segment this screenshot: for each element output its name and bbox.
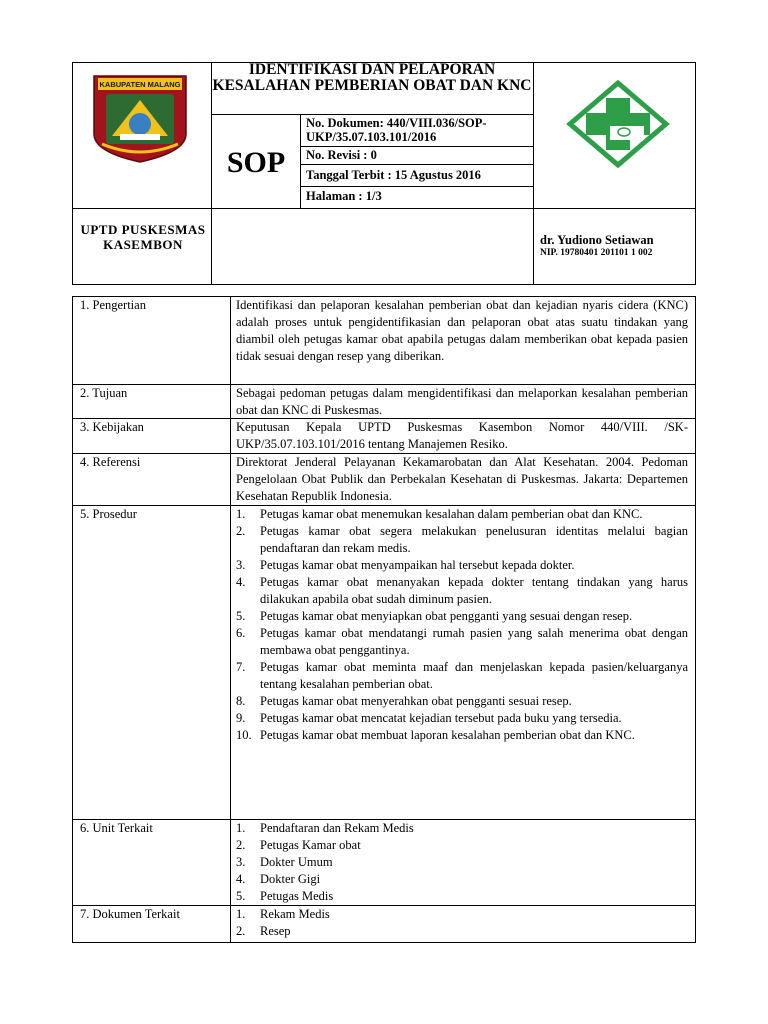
sop-label: SOP	[226, 146, 286, 179]
section-label-tujuan: 2. Tujuan	[80, 386, 128, 400]
kabupaten-malang-logo	[92, 74, 188, 164]
section-text-referensi: Direktorat Jenderal Pelayanan Kekamarobatan dan Alat Kesehatan. 2004. Pedoman Pengelolaan Obat Publik dan Perbekalan Kesehatan di Puskesmas. Jakarta: Departemen Kesehatan Republik Indonesia.	[236, 455, 688, 503]
list-item: 1. Pendaftaran dan Rekam Medis	[236, 821, 414, 835]
doc-number: No. Dokumen: 440/VIII.036/SOP-UKP/35.07.103.101/2016	[306, 116, 487, 144]
list-item: 1. Rekam Medis	[236, 907, 330, 921]
unit-name: UPTD PUSKESMAS KASEMBON	[80, 222, 206, 252]
list-item: 2. Petugas Kamar obat	[236, 838, 361, 852]
section-label-kebijakan: 3. Kebijakan	[80, 420, 144, 434]
list-item: 3. Dokter Umum	[236, 855, 333, 869]
section-label-referensi: 4. Referensi	[80, 455, 141, 469]
list-item: 1. Petugas kamar obat menemukan kesalahan dalam pemberian obat dan KNC.	[236, 507, 643, 521]
list-item: 7. Petugas kamar obat meminta maaf dan menjelaskan kepada pasien/keluarganya tentang kesalahan pemberian obat.	[236, 660, 688, 691]
section-label-unit-terkait: 6. Unit Terkait	[80, 821, 153, 835]
list-item: 5. Petugas kamar obat menyiapkan obat pengganti yang sesuai dengan resep.	[236, 609, 633, 623]
list-item: 4. Petugas kamar obat menanyakan kepada dokter tentang tindakan yang harus dilakukan apabila obat sudah diminum pasien.	[236, 575, 688, 606]
page-number: Halaman : 1/3	[306, 189, 382, 203]
signer-name: dr. Yudiono Setiawan	[540, 233, 654, 247]
section-label-pengertian: 1. Pengertian	[80, 298, 146, 312]
section-text-tujuan: Sebagai pedoman petugas dalam mengidentifikasi dan melaporkan kesalahan pemberian obat dan KNC di Puskesmas.	[236, 386, 688, 417]
logo-text: KABUPATEN MALANG	[99, 80, 181, 89]
list-item: 5. Petugas Medis	[236, 889, 334, 903]
section-label-prosedur: 5. Prosedur	[80, 507, 137, 521]
signer-nip: NIP. 19780401 201101 1 002	[540, 248, 653, 258]
list-item: 4. Dokter Gigi	[236, 872, 321, 886]
revision: No. Revisi : 0	[306, 148, 377, 162]
section-text-kebijakan: Keputusan Kepala UPTD Puskesmas Kasembon Nomor 440/VIII. /SK-UKP/35.07.103.101/2016 tentang Manajemen Resiko.	[236, 420, 688, 451]
dokumen-terkait-list	[236, 906, 688, 940]
list-item: 3. Petugas kamar obat menyampaikan hal tersebut kepada dokter.	[236, 558, 575, 572]
document-title: IDENTIFIKASI DAN PELAPORAN KESALAHAN PEMBERIAN OBAT DAN KNC	[212, 61, 532, 94]
unit-terkait-list	[236, 820, 688, 905]
puskesmas-logo	[566, 80, 670, 168]
list-item: 6. Petugas kamar obat mendatangi rumah pasien yang salah menerima obat dengan membawa obat penggantinya.	[236, 626, 688, 657]
section-text-pengertian: Identifikasi dan pelaporan kesalahan pemberian obat dan kejadian nyaris cidera (KNC) adalah proses untuk pengidentifikasian dan pelaporan obat atas suatu tindakan yang diambil oleh petugas kamar obat apabila petugas dalam memberikan obat kepada pasien tidak sesuai dengan resep yang diberikan.	[236, 298, 688, 363]
list-item: 10. Petugas kamar obat membuat laporan kesalahan pemberian obat dan KNC.	[236, 728, 635, 742]
section-label-dokumen-terkait: 7. Dokumen Terkait	[80, 907, 180, 921]
list-item: 2. Resep	[236, 924, 291, 938]
list-item: 8. Petugas kamar obat menyerahkan obat pengganti sesuai resep.	[236, 694, 572, 708]
list-item: 9. Petugas kamar obat mencatat kejadian tersebut pada buku yang tersedia.	[236, 711, 622, 725]
prosedur-list	[236, 506, 688, 744]
issue-date: Tanggal Terbit : 15 Agustus 2016	[306, 168, 481, 182]
list-item: 2. Petugas kamar obat segera melakukan penelusuran identitas melalui bagian pendaftaran dan rekam medis.	[236, 524, 688, 555]
